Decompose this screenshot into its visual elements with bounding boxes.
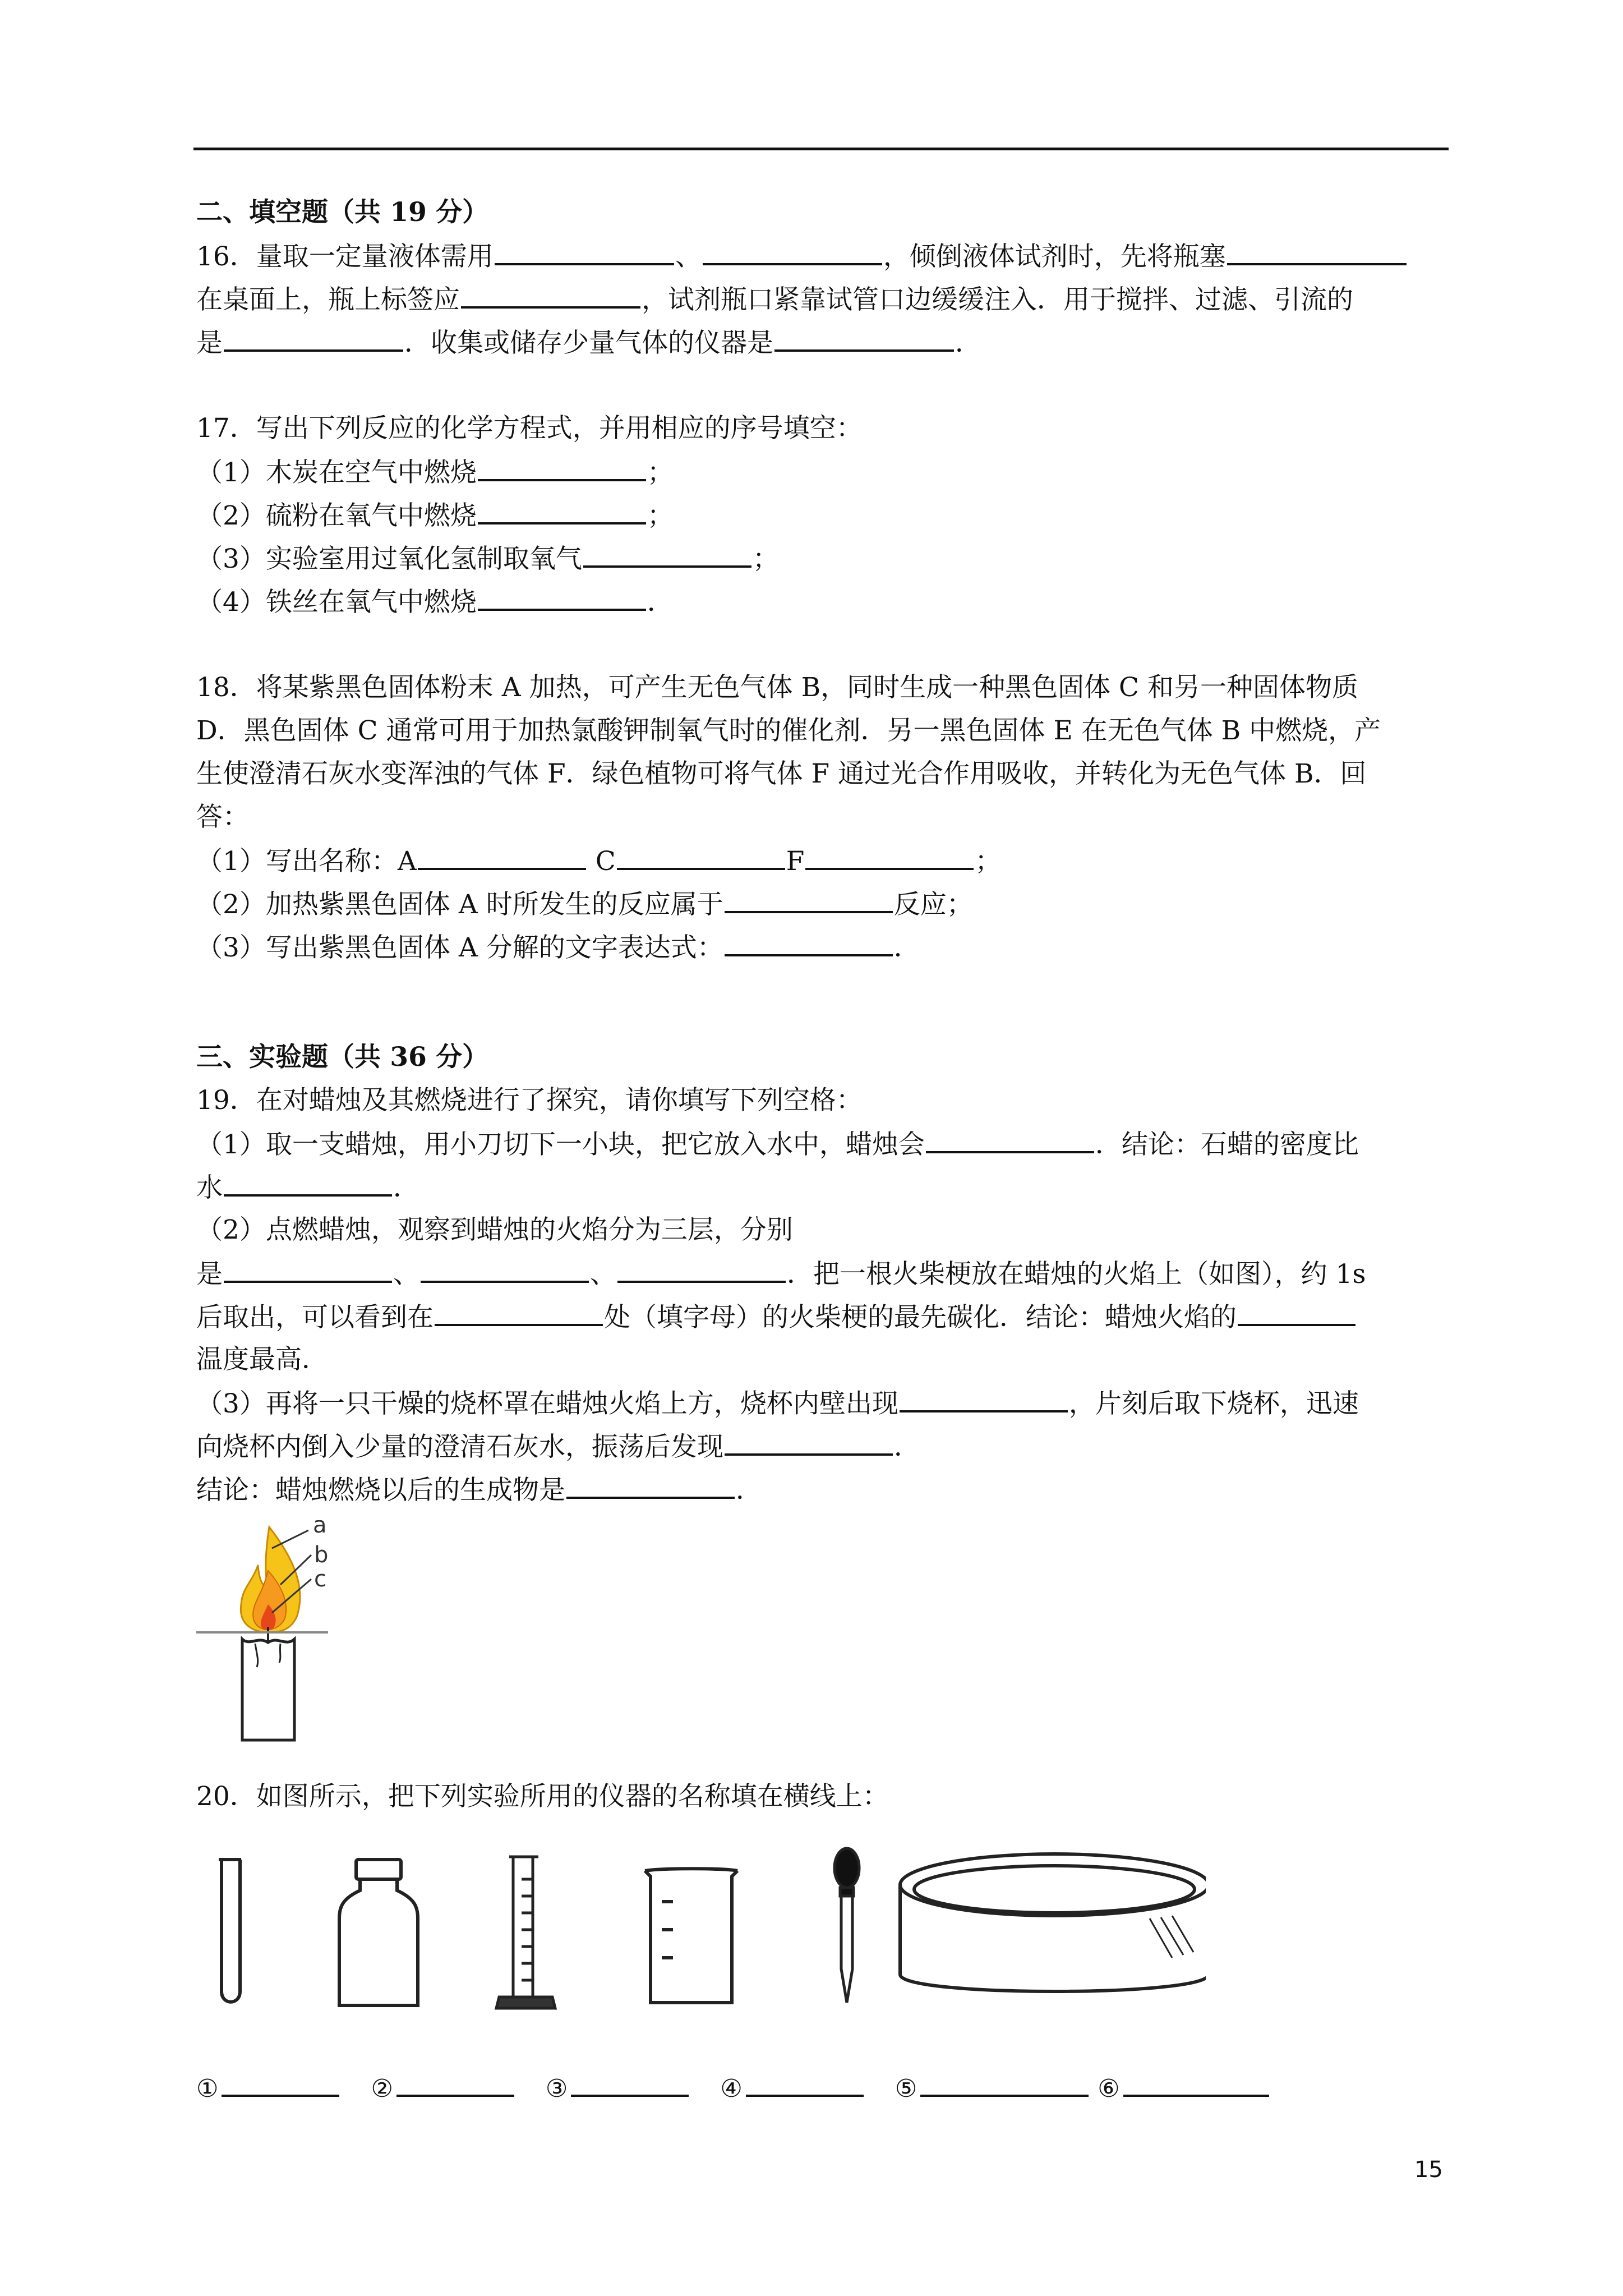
answer-blank[interactable] bbox=[495, 234, 674, 265]
q17-stem: 17．写出下列反应的化学方程式，并用相应的序号填空： bbox=[196, 413, 863, 444]
q17-item3: （3）实验室用过氧化氢制取氧气 ； bbox=[196, 536, 1450, 579]
marker-2: ② bbox=[371, 2074, 393, 2103]
q19-part2-line3: 后取出，可以看到在 处（填字母）的火柴梗的最先碳化．结论：蜡烛火焰的 bbox=[196, 1295, 1450, 1338]
lab-instruments-figure bbox=[196, 1846, 1206, 2014]
answer-blank[interactable] bbox=[461, 277, 640, 309]
answer-blank[interactable] bbox=[725, 882, 893, 913]
answer-blank[interactable] bbox=[1238, 1295, 1355, 1326]
answer-blank[interactable] bbox=[725, 1424, 893, 1456]
flame-label-c: c bbox=[314, 1566, 326, 1592]
q19-part2-line1: （2）点燃蜡烛，观察到蜡烛的火焰分为三层，分别 bbox=[196, 1214, 793, 1245]
test-tube-icon bbox=[219, 1860, 241, 2002]
answer-blank[interactable] bbox=[222, 2070, 339, 2097]
flame-label-a: a bbox=[313, 1520, 327, 1538]
candle-flame-figure bbox=[196, 1520, 365, 1745]
q18-line4: 答： bbox=[196, 802, 249, 832]
answer-blank[interactable] bbox=[725, 925, 893, 956]
q19-stem: 19．在对蜡烛及其燃烧进行了探究，请你填写下列空格： bbox=[196, 1085, 863, 1116]
answer-blank[interactable] bbox=[571, 2070, 689, 2097]
answer-blank[interactable] bbox=[583, 536, 751, 568]
q19-part2-line4: 温度最高． bbox=[196, 1344, 328, 1375]
answer-blank[interactable] bbox=[746, 2070, 864, 2097]
answer-blank[interactable] bbox=[617, 839, 785, 870]
answer-blank[interactable] bbox=[703, 234, 882, 265]
dropper-icon bbox=[834, 1848, 859, 2003]
answer-blank[interactable] bbox=[418, 839, 586, 870]
section3-title: 三、实验题（共 36 分） bbox=[196, 1042, 489, 1073]
flame-label-b: b bbox=[314, 1542, 329, 1568]
q19-part3-line2: 向烧杯内倒入少量的澄清石灰水，振荡后发现 ． bbox=[196, 1424, 1450, 1467]
q16-line1: 16．量取一定量液体需用 、 ，倾倒液体试剂时，先将瓶塞 bbox=[196, 234, 1450, 277]
q19-part1-line2: 水 ． bbox=[196, 1165, 1450, 1208]
q20-answer-row bbox=[196, 2070, 1270, 2103]
graduated-cylinder-icon bbox=[496, 1857, 555, 2008]
answer-blank[interactable] bbox=[805, 839, 974, 870]
q17-item1: （1）木炭在空气中燃烧 ； bbox=[196, 450, 1450, 493]
q16-line2: 在桌面上，瓶上标签应 ，试剂瓶口紧靠试管口边缓缓注入．用于搅拌、过滤、引流的 bbox=[196, 277, 1450, 320]
q19-part1-line1: （1）取一支蜡烛，用小刀切下一小块，把它放入水中，蜡烛会 ．结论：石蜡的密度比 bbox=[196, 1122, 1450, 1165]
page-number: 15 bbox=[1414, 2157, 1443, 2183]
section2-title: 二、填空题（共 19 分） bbox=[196, 197, 489, 228]
marker-4: ④ bbox=[720, 2074, 743, 2103]
answer-blank[interactable] bbox=[224, 1165, 392, 1197]
marker-5: ⑤ bbox=[895, 2074, 917, 2103]
header-rule bbox=[193, 148, 1449, 150]
answer-blank[interactable] bbox=[435, 1295, 603, 1326]
beaker-icon bbox=[645, 1869, 737, 2003]
answer-blank[interactable] bbox=[900, 1381, 1068, 1412]
answer-blank[interactable] bbox=[224, 1251, 392, 1283]
q17-item4: （4）铁丝在氧气中燃烧 ． bbox=[196, 579, 1450, 623]
q20-stem: 20．如图所示，把下列实验所用的仪器的名称填在横线上： bbox=[196, 1781, 889, 1812]
q18-sub1: （1）写出名称：A C F ； bbox=[196, 839, 1450, 882]
q18-line2: D．黑色固体 C 通常可用于加热氯酸钾制氧气时的催化剂．另一黑色固体 E 在无色气体 B 中燃烧，产 bbox=[196, 715, 1381, 746]
answer-blank[interactable] bbox=[920, 2070, 1089, 2097]
answer-blank[interactable] bbox=[1227, 234, 1407, 265]
answer-blank[interactable] bbox=[926, 1122, 1094, 1153]
candle-body-icon bbox=[242, 1639, 294, 1740]
answer-blank[interactable] bbox=[421, 1251, 589, 1283]
q19-part3-line3: 结论：蜡烛燃烧以后的生成物是 ． bbox=[196, 1467, 1450, 1511]
answer-blank[interactable] bbox=[396, 2070, 514, 2097]
answer-blank[interactable] bbox=[774, 320, 954, 352]
answer-blank[interactable] bbox=[566, 1467, 735, 1499]
q18-sub3: （3）写出紫黑色固体 A 分解的文字表达式： ． bbox=[196, 925, 1450, 968]
reagent-bottle-icon bbox=[339, 1860, 418, 2005]
q19-part2-line2: 是 、 、 ．把一根火柴梗放在蜡烛的火焰上（如图），约 1s bbox=[196, 1251, 1450, 1295]
q18-line1: 18．将某紫黑色固体粉末 A 加热，可产生无色气体 B，同时生成一种黑色固体 C 和另一种固体物质 bbox=[196, 672, 1358, 703]
glass-trough-icon bbox=[900, 1854, 1206, 1991]
marker-6: ⑥ bbox=[1098, 2074, 1120, 2103]
answer-blank[interactable] bbox=[478, 450, 646, 481]
q17-item2: （2）硫粉在氧气中燃烧 ； bbox=[196, 493, 1450, 536]
marker-1: ① bbox=[196, 2074, 219, 2103]
q18-sub2: （2）加热紫黑色固体 A 时所发生的反应属于 反应； bbox=[196, 882, 1450, 925]
answer-blank[interactable] bbox=[478, 579, 646, 611]
marker-3: ③ bbox=[545, 2074, 568, 2103]
document-body bbox=[196, 191, 1450, 1511]
answer-blank[interactable] bbox=[1123, 2070, 1269, 2097]
answer-blank[interactable] bbox=[617, 1251, 786, 1283]
q19-part3-line1: （3）再将一只干燥的烧杯罩在蜡烛火焰上方，烧杯内壁出现 ，片刻后取下烧杯，迅速 bbox=[196, 1381, 1450, 1424]
q18-line3: 生使澄清石灰水变浑浊的气体 F．绿色植物可将气体 F 通过光合作用吸收，并转化为无色气体 B．回 bbox=[196, 758, 1367, 789]
q16-line3: 是 ．收集或储存少量气体的仪器是 ． bbox=[196, 320, 1450, 364]
answer-blank[interactable] bbox=[478, 493, 646, 524]
answer-blank[interactable] bbox=[224, 320, 403, 352]
